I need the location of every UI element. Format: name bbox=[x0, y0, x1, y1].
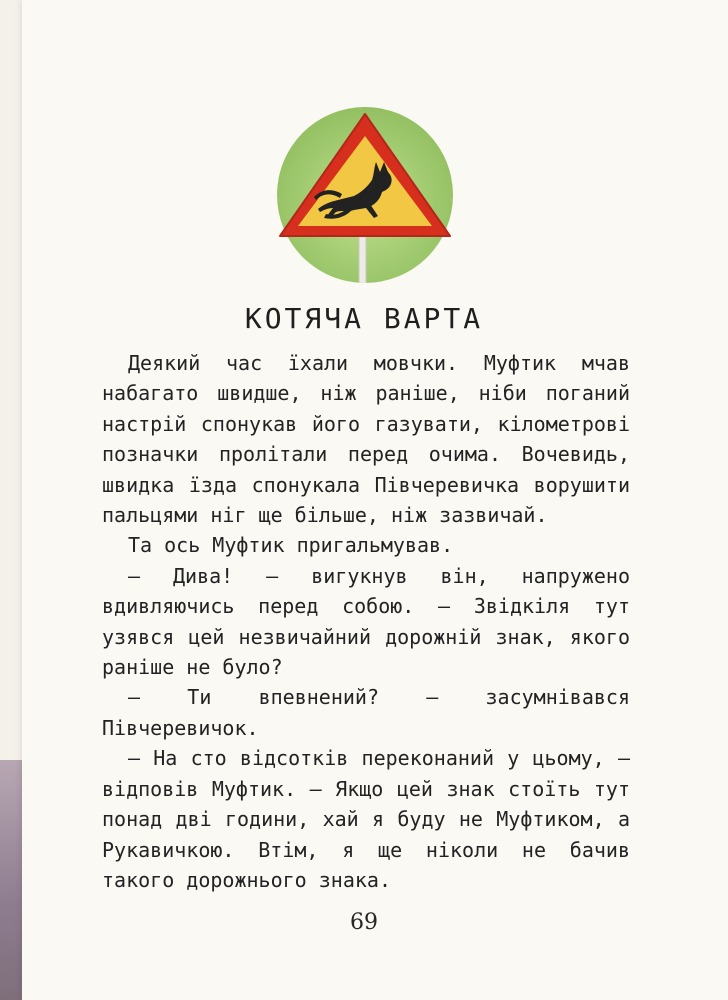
sign-post bbox=[359, 228, 366, 290]
story-text bbox=[102, 348, 630, 895]
road-sign-cat-icon bbox=[270, 100, 460, 290]
chapter-title: КОТЯЧА ВАРТА bbox=[244, 302, 484, 335]
paragraph: Деякий час їхали мовчки. Муфтик мчав набагато швидше, ніж раніше, ніби поганий настрій спонукав його газувати, кілометрові позначки пролітали перед очима. Вочевидь, швидка їзда спонукала Півчеревичка ворушити пальцями ніг ще більше, ніж зазвичай. bbox=[102, 351, 630, 528]
paragraph: — Ти впевнений? — засумнівався Півчеревичок. bbox=[102, 685, 630, 740]
page-number: 69 bbox=[350, 910, 378, 935]
paragraph: — Дива! — вигукнув він, напружено вдивляючись перед собою. — Звідкіля тут узявся цей незвичайний дорожній знак, якого раніше не було? bbox=[102, 563, 630, 680]
adjacent-page-edge bbox=[0, 760, 22, 1000]
paragraph: — На сто відсотків переконаний у цьому, — відповів Муфтик. — Якщо цей знак стоїть тут понад дві години, хай я буду не Муфтиком, а Рукавичкою. Втім, я ще ніколи не бачив такого дорожнього знака. bbox=[102, 746, 630, 892]
paragraph: Та ось Муфтик пригальмував. bbox=[128, 533, 454, 558]
